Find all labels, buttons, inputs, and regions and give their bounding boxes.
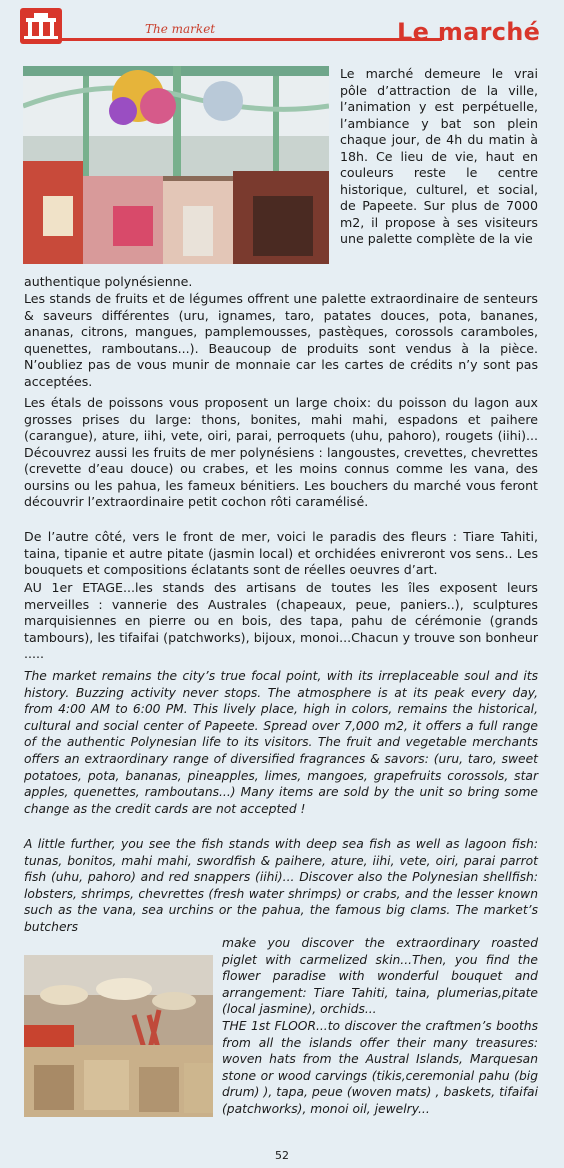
- market-paragraph-en: The market remains the city’s true focal point, with its irreplaceable soul and its history. Buzzing activity never stops. The atmosphere is at its peak every day, from 4:00 AM to 6:00 PM. This lively place, high in colors, remains the historical, cultural and social center of Papeete. Spread over 7,000 m2, it offers a full range of the authentic Polynesian life to its visitors. The fruit and vegetable merchants offers an extraordinary range of diversified fragrances & savors: (uru, taro, sweet potatoes, pota, bananas, pineapples, limes, mangoes, grapefruits corossols, star apples, quenettes, ramboutans...) Many items are sold by the unit so bring some change as the credit cards are not accepted !: [24, 669, 538, 816]
- intro-right-paragraph: Le marché demeure le vrai pôle d’attraction de la ville, l’animation y est perpétuelle, l’ambiance y bat son plein chaque jour, de 4h du matin à 18h. Ce lieu de vie, haut en couleurs reste le centre historique, culturel, et social, de Papeete. Sur plus de 7000 m2, il propose à ses visiteurs une palette complète de la vie: [340, 66, 538, 246]
- flowers-paragraph-fr: De l’autre côté, vers le front de mer, voici le paradis des fleurs : Tiare Tahiti, taina, tipanie et autre pitate (jasmin local) et orchidées enivreront vos sens.. Les bouquets et compositions éclatants sont de réelles oeuvres d’art.: [24, 529, 538, 577]
- page-number: 52: [275, 1149, 289, 1162]
- market-hall-photo: [23, 66, 329, 264]
- section-title-en: The market: [145, 22, 216, 36]
- header-rule: [62, 38, 442, 41]
- building-logo-icon: [20, 8, 62, 44]
- section-title-fr: Le marché: [397, 18, 541, 46]
- first-floor-paragraph-en: THE 1st FLOOR...to discover the craftmen’s booths from all the islands offer their many treasures: woven hats from the Austral Islands, Marquesan stone or wood carvings (tikis,ceremonial pahu (big drum) ), tapa, peue (woven mats) , baskets, tifaifai (patchworks), monoi oil, jewelry...: [222, 1019, 538, 1116]
- butchers-paragraph-en: make you discover the extraordinary roasted piglet with carmelized skin...Then, you find the flower paradise with wonderful bouquet and arrangement: Tiare Tahiti, taina, plumerias,pitate (local jasmine), orchids...: [222, 936, 538, 1017]
- fish-paragraph-fr: Les étals de poissons vous proposent un large choix: du poisson du lagon aux grosses prises du large: thons, bonites, mahi mahi, espadons et paihere (carangue), ature, iihi, vete, oiri, parai, perroquets (uhu, pahoro), rougets (iihi)... Découvrez aussi les fruits de mer polynésiens : langoustes, crevettes, chevrettes (crevette d’eau douce) ou crabes, et les moins connus comme les vana, des oursins ou les pahua, les fameux bénitiers. Les bouchers du marché vous feront découvrir l’extraordinaire petit cochon rôti caramélisé.: [24, 395, 538, 509]
- fish-paragraph-en: A little further, you see the fish stands with deep sea fish as well as lagoon fish: tunas, bonitos, mahi mahi, swordfish & paihere, ature, iihi, vete, oiri, parai parrot fish (uhu, pahoro) and red snappers (iihi)... Discover also the Polynesian shellfish: lobsters, shrimps, chevrettes (fresh water shrimps) or crabs, and the lesser known such as the vana, sea urchins or the pahua, the famous big clams. The market’s butchers: [24, 837, 538, 934]
- intro-end-line: authentique polynésienne.: [24, 274, 193, 289]
- page-header: [0, 0, 564, 58]
- fruits-paragraph: Les stands de fruits et de légumes offrent une palette extraordinaire de senteurs & saveurs différentes (uru, ignames, taro, patates douces, pota, bananes, ananas, citrons, mangues, pamplemousses, pastèques, corossols caramboles, quenettes, ramboutans...). Beaucoup de produits sont vendus à la pièce. N’oubliez pas de vous munir de monnaie car les cartes de crédits n’y sont pas acceptées.: [24, 291, 538, 389]
- craft-baskets-photo: [24, 955, 213, 1117]
- first-floor-paragraph-fr: AU 1er ETAGE...les stands des artisans de toutes les îles exposent leurs merveilles : vannerie des Australes (chapeaux, peue, paniers..), sculptures marquisiennes en pierre ou en bois, des tapa, pahu de cérémonie (grands tambours), les tifaifai (patchworks), bijoux, monoi...Chacun y trouve son bonheur .....: [24, 580, 538, 661]
